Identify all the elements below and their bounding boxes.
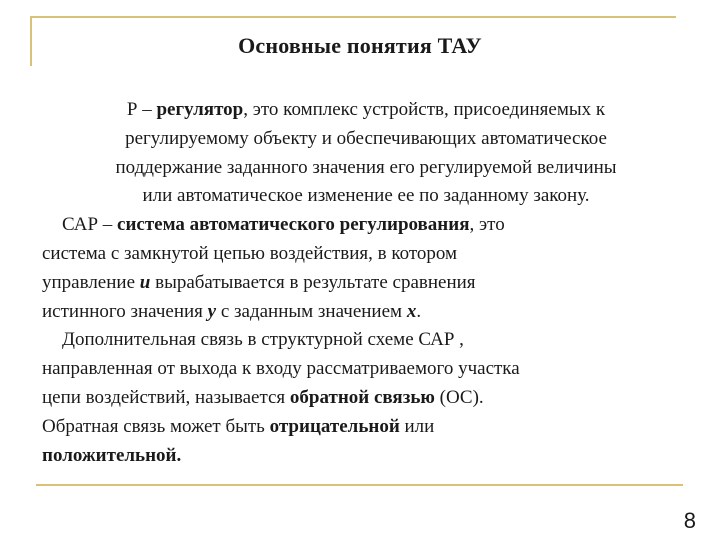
- text-run: , это: [469, 214, 505, 236]
- term-negative: отрицательной: [269, 415, 400, 437]
- text-run: , это комплекс устройств, присоединяемых к: [243, 99, 606, 120]
- page-number: 8: [683, 508, 696, 533]
- text-run: вырабатывается в результате сравнения: [150, 271, 476, 293]
- text-run: или: [399, 415, 435, 437]
- p2-line-1: [42, 211, 690, 240]
- text-run: .: [176, 444, 182, 466]
- p3-line-3: [42, 384, 690, 413]
- slide-body: [42, 96, 690, 470]
- bottom-divider: [36, 484, 683, 486]
- p2-line-3: [42, 269, 690, 298]
- p3-line-1: Дополнительная связь в структурной схеме САР ,: [62, 329, 464, 351]
- p3-line-2: направленная от выхода к входу рассматриваемого участка: [42, 358, 520, 380]
- top-divider: [30, 16, 676, 18]
- p1-line-3: поддержание заданного значения его регулируемой величины: [115, 156, 617, 178]
- term-positive: положительной: [42, 444, 177, 466]
- text-run: (ОС).: [434, 386, 484, 408]
- variable-u: u: [139, 271, 151, 293]
- p3-line-5: [42, 442, 690, 471]
- text-run: Обратная связь может быть: [42, 415, 270, 437]
- term-regulator: регулятор: [156, 99, 244, 120]
- variable-y: y: [207, 300, 217, 322]
- text-run: САР –: [62, 214, 118, 236]
- text-run: цепи воздействий, называется: [42, 386, 290, 408]
- slide-title: Основные понятия ТАУ: [238, 33, 482, 58]
- text-run: истинного значения: [42, 300, 208, 322]
- variable-x: x: [406, 300, 417, 322]
- p2-line-4: [42, 298, 690, 327]
- text-run: Р –: [126, 99, 157, 120]
- text-run: .: [416, 300, 422, 322]
- p2-line-2: система с замкнутой цепью воздействия, в котором: [42, 242, 458, 264]
- text-run: с заданным значением: [216, 300, 407, 322]
- p1-line-2: регулируемому объекту и обеспечивающих автоматическое: [125, 127, 607, 149]
- p3-line-4: [42, 413, 690, 442]
- term-sar: система автоматического регулирования: [117, 214, 470, 236]
- p1-line-4: или автоматическое изменение ее по заданному закону.: [142, 185, 590, 207]
- term-feedback: обратной связью: [289, 386, 435, 408]
- text-run: управление: [42, 271, 140, 293]
- p1-line-1: [42, 96, 690, 125]
